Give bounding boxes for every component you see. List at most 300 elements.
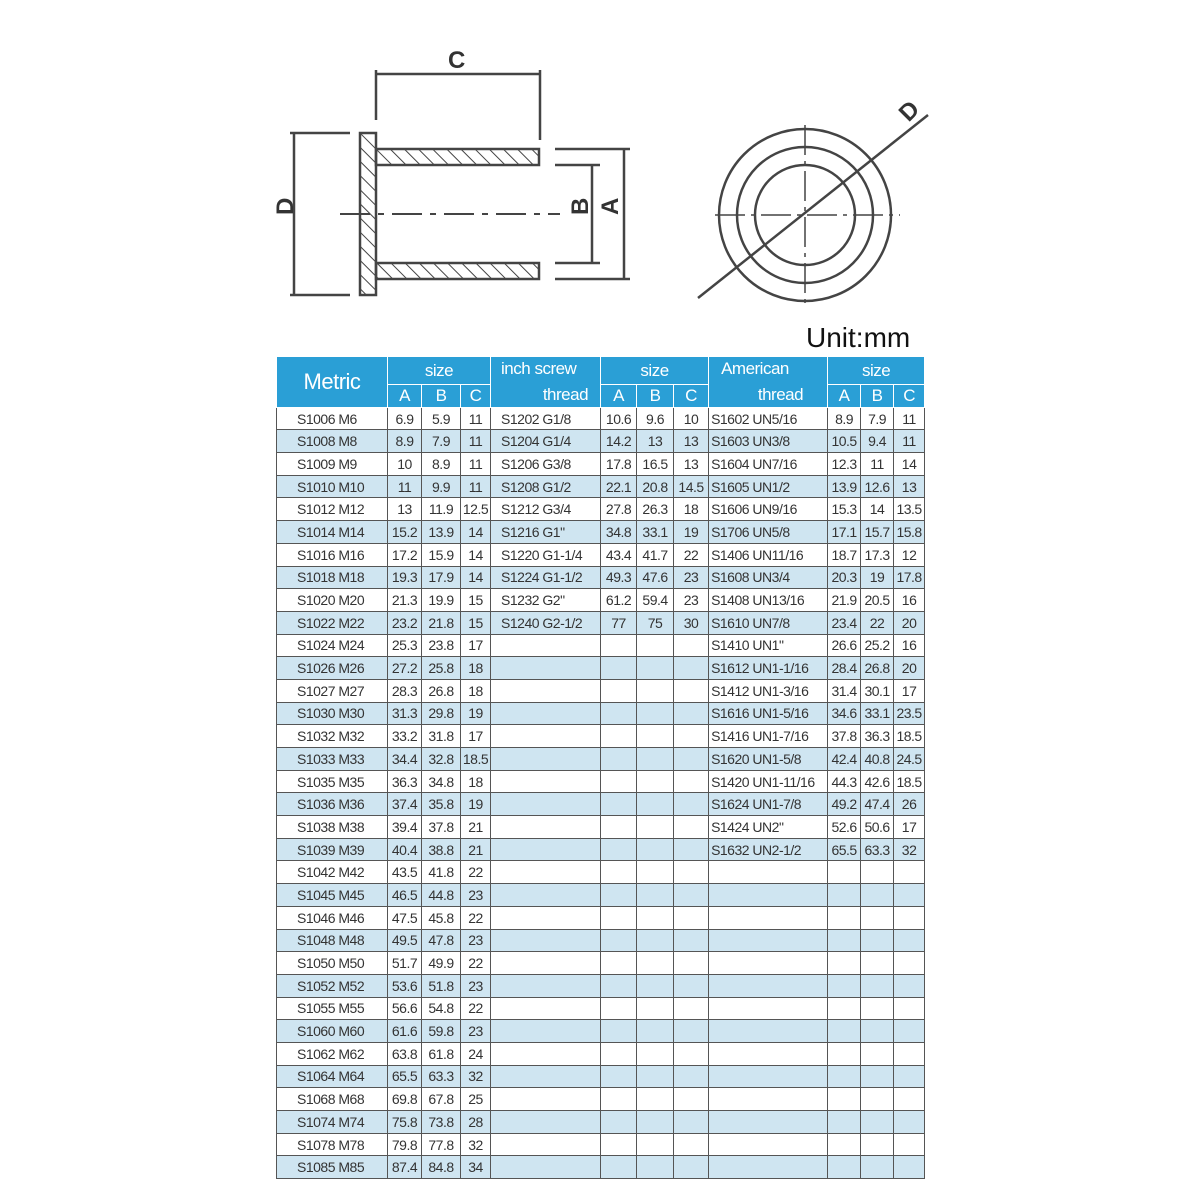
american-b-cell: 17.3 [861,543,894,566]
inch-a-cell [601,1042,637,1065]
metric-b-cell: 23.8 [422,634,461,657]
inch-a-cell [601,997,637,1020]
inch-model-cell: S1208 G1/2 [491,475,601,498]
inch-model-cell [491,1065,601,1088]
metric-b-cell: 5.9 [422,407,461,430]
american-a-cell: 10.5 [828,430,861,453]
american-b-cell: 25.2 [861,634,894,657]
metric-b-cell: 67.8 [422,1088,461,1111]
metric-b-cell: 49.9 [422,952,461,975]
american-b-cell: 26.8 [861,657,894,680]
american-b-cell [861,1042,894,1065]
metric-model-cell: S1048 M48 [277,929,388,952]
inch-model-cell [491,679,601,702]
american-model-cell: S1416 UN1-7/16 [709,725,828,748]
inch-model-cell [491,770,601,793]
metric-model-cell: S1062 M62 [277,1042,388,1065]
metric-b-cell: 63.3 [422,1065,461,1088]
metric-a-cell: 33.2 [388,725,422,748]
end-view [698,115,928,305]
inch-b-cell [637,679,674,702]
metric-c-cell: 32 [461,1133,491,1156]
inch-b-cell [637,748,674,771]
metric-c-cell: 11 [461,430,491,453]
header-size: size [828,357,925,385]
inch-c-cell: 23 [674,589,709,612]
american-c-cell [894,974,925,997]
american-c-cell: 17 [894,816,925,839]
metric-model-cell: S1006 M6 [277,407,388,430]
inch-a-cell: 34.8 [601,521,637,544]
table-row [277,589,925,612]
metric-a-cell: 40.4 [388,838,422,861]
inch-a-cell: 61.2 [601,589,637,612]
american-c-cell: 16 [894,634,925,657]
inch-c-cell [674,1133,709,1156]
table-row [277,770,925,793]
metric-model-cell: S1060 M60 [277,1020,388,1043]
inch-model-cell: S1202 G1/8 [491,407,601,430]
american-c-cell: 14 [894,453,925,476]
metric-b-cell: 38.8 [422,838,461,861]
table-row [277,1111,925,1134]
american-b-cell [861,884,894,907]
label-a: A [597,197,624,215]
american-model-cell [709,997,828,1020]
table-row [277,997,925,1020]
unit-label: Unit:mm [806,322,911,353]
inch-b-cell: 9.6 [637,407,674,430]
american-b-cell [861,997,894,1020]
inch-c-cell [674,793,709,816]
american-model-cell: S1606 UN9/16 [709,498,828,521]
american-b-cell: 15.7 [861,521,894,544]
american-b-cell: 14 [861,498,894,521]
table-row [277,725,925,748]
metric-a-cell: 28.3 [388,679,422,702]
metric-b-cell: 34.8 [422,770,461,793]
metric-a-cell: 25.3 [388,634,422,657]
table-row [277,1020,925,1043]
american-model-cell [709,884,828,907]
american-a-cell: 15.3 [828,498,861,521]
header-metric: Metric [277,357,388,408]
american-b-cell [861,1156,894,1179]
american-b-cell [861,861,894,884]
american-model-cell [709,929,828,952]
american-a-cell: 44.3 [828,770,861,793]
inch-a-cell [601,816,637,839]
inch-c-cell [674,770,709,793]
american-c-cell: 18.5 [894,725,925,748]
metric-b-cell: 29.8 [422,702,461,725]
table-row [277,702,925,725]
american-a-cell [828,861,861,884]
metric-c-cell: 21 [461,816,491,839]
metric-a-cell: 53.6 [388,974,422,997]
metric-c-cell: 32 [461,1065,491,1088]
inch-a-cell [601,725,637,748]
inch-a-cell [601,1065,637,1088]
metric-b-cell: 13.9 [422,521,461,544]
american-model-cell: S1604 UN7/16 [709,453,828,476]
metric-c-cell: 12.5 [461,498,491,521]
inch-model-cell [491,1088,601,1111]
american-b-cell: 30.1 [861,679,894,702]
american-model-cell: S1612 UN1-1/16 [709,657,828,680]
inch-a-cell [601,906,637,929]
american-model-cell [709,974,828,997]
metric-a-cell: 10 [388,453,422,476]
american-a-cell [828,1088,861,1111]
inch-a-cell [601,929,637,952]
inch-c-cell [674,1156,709,1179]
inch-model-cell [491,816,601,839]
inch-c-cell: 14.5 [674,475,709,498]
inch-b-cell [637,1020,674,1043]
metric-model-cell: S1068 M68 [277,1088,388,1111]
size-table [276,356,925,1179]
american-a-cell [828,997,861,1020]
american-a-cell: 17.1 [828,521,861,544]
inch-model-cell [491,793,601,816]
metric-model-cell: S1010 M10 [277,475,388,498]
american-c-cell [894,952,925,975]
inch-c-cell: 19 [674,521,709,544]
metric-c-cell: 14 [461,521,491,544]
inch-a-cell [601,748,637,771]
metric-b-cell: 19.9 [422,589,461,612]
american-model-cell: S1408 UN13/16 [709,589,828,612]
metric-c-cell: 23 [461,974,491,997]
american-a-cell: 13.9 [828,475,861,498]
metric-a-cell: 69.8 [388,1088,422,1111]
inch-a-cell [601,1156,637,1179]
inch-b-cell [637,793,674,816]
metric-c-cell: 22 [461,861,491,884]
american-b-cell [861,1133,894,1156]
inch-b-cell: 59.4 [637,589,674,612]
header-col-b: B [637,385,674,408]
inch-a-cell [601,657,637,680]
american-b-cell [861,906,894,929]
inch-c-cell [674,952,709,975]
inch-b-cell: 47.6 [637,566,674,589]
metric-c-cell: 15 [461,589,491,612]
inch-a-cell [601,974,637,997]
inch-model-cell [491,838,601,861]
inch-model-cell [491,1020,601,1043]
table-row [277,430,925,453]
metric-a-cell: 34.4 [388,748,422,771]
inch-c-cell [674,816,709,839]
metric-b-cell: 8.9 [422,453,461,476]
american-c-cell: 11 [894,430,925,453]
metric-b-cell: 31.8 [422,725,461,748]
american-model-cell: S1420 UN1-11/16 [709,770,828,793]
american-a-cell: 31.4 [828,679,861,702]
inch-c-cell: 13 [674,430,709,453]
inch-b-cell: 20.8 [637,475,674,498]
inch-a-cell [601,702,637,725]
american-b-cell: 7.9 [861,407,894,430]
american-model-cell [709,1065,828,1088]
metric-a-cell: 47.5 [388,906,422,929]
inch-model-cell: S1204 G1/4 [491,430,601,453]
inch-b-cell [637,1156,674,1179]
american-c-cell [894,1020,925,1043]
american-a-cell [828,1133,861,1156]
header-col-c: C [674,385,709,408]
inch-a-cell: 43.4 [601,543,637,566]
metric-c-cell: 11 [461,407,491,430]
table-row [277,906,925,929]
inch-c-cell: 18 [674,498,709,521]
american-model-cell: S1624 UN1-7/8 [709,793,828,816]
american-a-cell [828,929,861,952]
american-model-cell [709,1088,828,1111]
american-b-cell: 50.6 [861,816,894,839]
american-model-cell [709,1111,828,1134]
metric-b-cell: 47.8 [422,929,461,952]
american-model-cell: S1706 UN5/8 [709,521,828,544]
header-american-thread [709,357,828,408]
metric-c-cell: 22 [461,906,491,929]
inch-model-cell: S1232 G2" [491,589,601,612]
american-a-cell: 26.6 [828,634,861,657]
metric-model-cell: S1009 M9 [277,453,388,476]
metric-b-cell: 32.8 [422,748,461,771]
metric-c-cell: 24 [461,1042,491,1065]
header-col-c: C [894,385,925,408]
metric-c-cell: 19 [461,702,491,725]
inch-c-cell [674,974,709,997]
metric-b-cell: 45.8 [422,906,461,929]
inch-c-cell [674,861,709,884]
inch-b-cell [637,770,674,793]
american-c-cell: 20 [894,611,925,634]
metric-model-cell: S1064 M64 [277,1065,388,1088]
inch-c-cell [674,906,709,929]
inch-model-cell [491,1111,601,1134]
table-row [277,1042,925,1065]
metric-model-cell: S1014 M14 [277,521,388,544]
metric-model-cell: S1055 M55 [277,997,388,1020]
inch-a-cell: 17.8 [601,453,637,476]
metric-b-cell: 21.8 [422,611,461,634]
metric-c-cell: 19 [461,793,491,816]
metric-a-cell: 21.3 [388,589,422,612]
american-b-cell [861,952,894,975]
metric-model-cell: S1045 M45 [277,884,388,907]
metric-c-cell: 18.5 [461,748,491,771]
metric-c-cell: 11 [461,475,491,498]
inch-a-cell: 77 [601,611,637,634]
metric-c-cell: 11 [461,453,491,476]
american-b-cell [861,1088,894,1111]
american-b-cell: 11 [861,453,894,476]
metric-b-cell: 26.8 [422,679,461,702]
metric-model-cell: S1024 M24 [277,634,388,657]
metric-model-cell: S1036 M36 [277,793,388,816]
metric-b-cell: 73.8 [422,1111,461,1134]
table-row [277,1088,925,1111]
metric-b-cell: 15.9 [422,543,461,566]
american-c-cell: 13 [894,475,925,498]
american-c-cell: 23.5 [894,702,925,725]
metric-model-cell: S1085 M85 [277,1156,388,1179]
american-c-cell [894,1065,925,1088]
inch-model-cell: S1212 G3/4 [491,498,601,521]
table-row [277,861,925,884]
metric-a-cell: 87.4 [388,1156,422,1179]
inch-b-cell [637,952,674,975]
inch-c-cell [674,1088,709,1111]
inch-a-cell: 14.2 [601,430,637,453]
american-b-cell [861,1065,894,1088]
table-row [277,634,925,657]
american-model-cell: S1412 UN1-3/16 [709,679,828,702]
metric-a-cell: 65.5 [388,1065,422,1088]
label-b: B [567,197,594,215]
american-c-cell [894,1088,925,1111]
metric-c-cell: 15 [461,611,491,634]
metric-c-cell: 22 [461,952,491,975]
american-model-cell [709,1042,828,1065]
metric-c-cell: 14 [461,543,491,566]
american-a-cell: 34.6 [828,702,861,725]
american-c-cell [894,861,925,884]
inch-b-cell [637,1111,674,1134]
inch-model-cell: S1240 G2-1/2 [491,611,601,634]
american-c-cell [894,997,925,1020]
metric-model-cell: S1042 M42 [277,861,388,884]
inch-c-cell [674,679,709,702]
metric-model-cell: S1078 M78 [277,1133,388,1156]
metric-b-cell: 35.8 [422,793,461,816]
american-model-cell: S1602 UN5/16 [709,407,828,430]
american-c-cell [894,1133,925,1156]
inch-a-cell: 49.3 [601,566,637,589]
metric-a-cell: 6.9 [388,407,422,430]
bushing-diagram [0,0,1200,340]
american-a-cell: 42.4 [828,748,861,771]
american-c-cell: 24.5 [894,748,925,771]
inch-c-cell [674,1020,709,1043]
inch-a-cell [601,1133,637,1156]
metric-c-cell: 23 [461,1020,491,1043]
table-row [277,566,925,589]
header-american-line1: American [721,358,789,378]
american-model-cell [709,906,828,929]
header-col-c: C [461,385,491,408]
table-row [277,748,925,771]
table-row [277,1156,925,1179]
metric-a-cell: 8.9 [388,430,422,453]
metric-a-cell: 11 [388,475,422,498]
metric-b-cell: 61.8 [422,1042,461,1065]
american-a-cell [828,1156,861,1179]
inch-model-cell [491,657,601,680]
american-b-cell: 20.5 [861,589,894,612]
metric-a-cell: 56.6 [388,997,422,1020]
american-c-cell: 16 [894,589,925,612]
american-b-cell: 47.4 [861,793,894,816]
inch-a-cell [601,679,637,702]
inch-model-cell [491,725,601,748]
table-row [277,407,925,430]
metric-a-cell: 36.3 [388,770,422,793]
metric-model-cell: S1030 M30 [277,702,388,725]
metric-b-cell: 25.8 [422,657,461,680]
american-b-cell: 19 [861,566,894,589]
american-b-cell: 36.3 [861,725,894,748]
inch-a-cell [601,838,637,861]
inch-model-cell [491,929,601,952]
american-a-cell: 20.3 [828,566,861,589]
inch-b-cell [637,725,674,748]
inch-c-cell: 10 [674,407,709,430]
table-row [277,543,925,566]
metric-b-cell: 7.9 [422,430,461,453]
inch-b-cell [637,657,674,680]
header-american-line2: thread [757,384,804,404]
header-inch-line2: thread [542,384,589,404]
inch-model-cell: S1224 G1-1/2 [491,566,601,589]
inch-a-cell [601,1111,637,1134]
table-row [277,679,925,702]
american-c-cell: 11 [894,407,925,430]
american-c-cell [894,1111,925,1134]
table-row [277,657,925,680]
inch-c-cell [674,838,709,861]
american-c-cell: 26 [894,793,925,816]
metric-a-cell: 27.2 [388,657,422,680]
inch-b-cell [637,906,674,929]
inch-model-cell [491,997,601,1020]
inch-c-cell [674,725,709,748]
american-a-cell [828,1042,861,1065]
metric-model-cell: S1074 M74 [277,1111,388,1134]
inch-a-cell [601,770,637,793]
inch-b-cell [637,929,674,952]
inch-c-cell [674,634,709,657]
american-model-cell [709,861,828,884]
american-a-cell: 52.6 [828,816,861,839]
american-model-cell: S1603 UN3/8 [709,430,828,453]
side-view [290,70,630,295]
metric-a-cell: 39.4 [388,816,422,839]
american-a-cell: 28.4 [828,657,861,680]
metric-model-cell: S1050 M50 [277,952,388,975]
metric-c-cell: 14 [461,566,491,589]
metric-c-cell: 23 [461,884,491,907]
inch-model-cell [491,974,601,997]
american-model-cell [709,1156,828,1179]
inch-model-cell [491,884,601,907]
american-model-cell [709,952,828,975]
inch-c-cell [674,884,709,907]
table-row [277,838,925,861]
header-inch-line1: inch screw [501,358,577,378]
metric-a-cell: 15.2 [388,521,422,544]
header-inch-thread [491,357,601,408]
inch-b-cell [637,816,674,839]
header-col-a: A [388,385,422,408]
american-b-cell: 12.6 [861,475,894,498]
american-a-cell: 8.9 [828,407,861,430]
metric-c-cell: 25 [461,1088,491,1111]
